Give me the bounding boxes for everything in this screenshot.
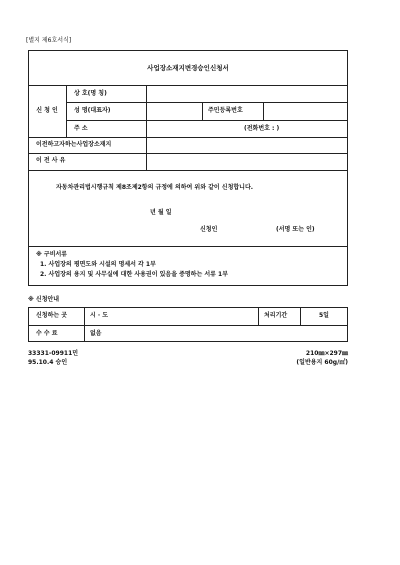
submit-to-label: 신청하는 곳 [36,312,68,319]
paper-size: 210㎜×297㎜ [305,350,348,357]
fee-label: 수 수 료 [36,330,58,337]
name-field[interactable] [147,103,201,119]
fee-value: 없음 [90,330,102,337]
address-label: 주 소 [74,125,88,132]
phone-label: (전화번호 : ) [244,125,280,132]
rule-row-5 [28,170,348,171]
guide-divider-label [84,307,85,342]
submit-to-value: 시 · 도 [90,312,109,319]
resident-no-field[interactable] [264,103,347,119]
name-label: 성 명(대표자) [74,107,111,114]
processing-period-label: 처리기간 [264,312,288,319]
divider-resident-left [202,102,203,120]
applicant-signature-label: 신청인 [200,226,218,233]
date-label: 년 월 일 [150,209,172,216]
form-code: 33331-09911민 [28,350,79,357]
trade-name-field[interactable] [147,86,347,101]
signature-field[interactable] [222,223,272,235]
divider-section [66,85,67,137]
processing-period-value: 5일 [319,312,329,319]
approval-date: 95.10.4 승인 [28,359,68,366]
applicant-section-label: 신 청 인 [36,107,58,114]
attachments-heading: ※ 구비서류 [36,251,68,258]
form-title: 사업장소재지변경승인신청서 [147,64,229,72]
form-number: [별지 제6호서식] [26,37,72,44]
relocation-address-label: 이전하고자하는사업장소재지 [36,141,112,148]
paper-type: (일반용지 60g/㎡) [296,359,348,366]
rule-attachments [28,246,348,247]
reason-label: 이 전 사 유 [36,157,66,164]
guide-divider-period-left [258,307,259,325]
reason-field[interactable] [147,154,347,169]
declaration-text: 자동차관리법시행규칙 제8조제2항의 규정에 의하여 위와 같이 신청합니다. [56,184,254,191]
attachment-item-1: 1. 사업장의 평면도와 시설의 명세서 각 1부 [40,261,156,268]
attachment-item-2: 2. 사업장의 용지 및 사무실에 대한 사용권이 있음을 증명하는 서류 1부 [40,271,229,278]
relocation-address-field[interactable] [147,138,347,152]
trade-name-label: 상 호(명 칭) [74,90,107,97]
guide-heading: ※ 신청안내 [28,296,60,303]
resident-no-label: 주민등록번호 [208,107,243,114]
guide-row-rule [28,325,348,326]
signature-note: (서명 또는 인) [276,226,315,233]
